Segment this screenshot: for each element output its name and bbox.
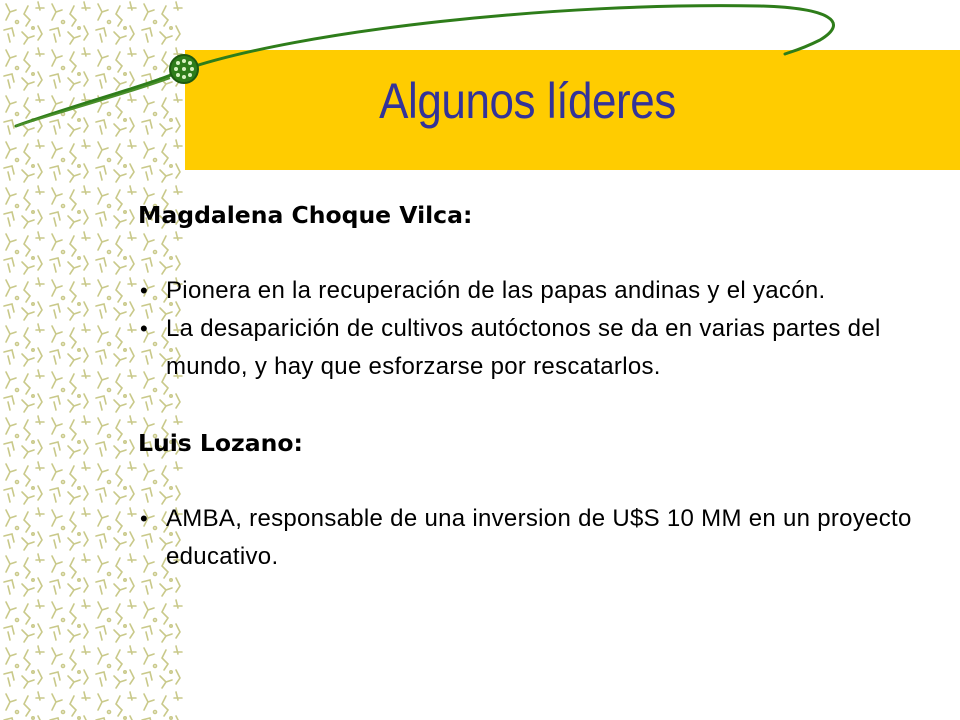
section-heading: Magdalena Choque Vilca: [138, 201, 473, 229]
slide-content [138, 196, 918, 576]
list-item [138, 310, 918, 386]
green-dotted-circle-icon [170, 55, 198, 83]
list-item [138, 272, 918, 310]
list-item [138, 500, 918, 576]
bullet-icon: • [140, 316, 149, 341]
bullet-text: Pionera en la recuperación de las papas andinas y el yacón. [166, 277, 826, 304]
bullet-list [138, 272, 918, 386]
bullet-text: La desaparición de cultivos autóctonos se da en varias partes del mundo, y hay que esforzarse por rescatarlos. [166, 315, 881, 380]
bullet-icon: • [140, 506, 149, 531]
bullet-text: AMBA, responsable de una inversion de U$S 10 MM en un proyecto educativo. [166, 505, 912, 570]
bullet-icon: • [140, 278, 149, 303]
section-heading: Luis Lozano: [138, 429, 303, 457]
slide-title: Algunos líderes [379, 73, 676, 129]
bullet-list [138, 500, 918, 576]
